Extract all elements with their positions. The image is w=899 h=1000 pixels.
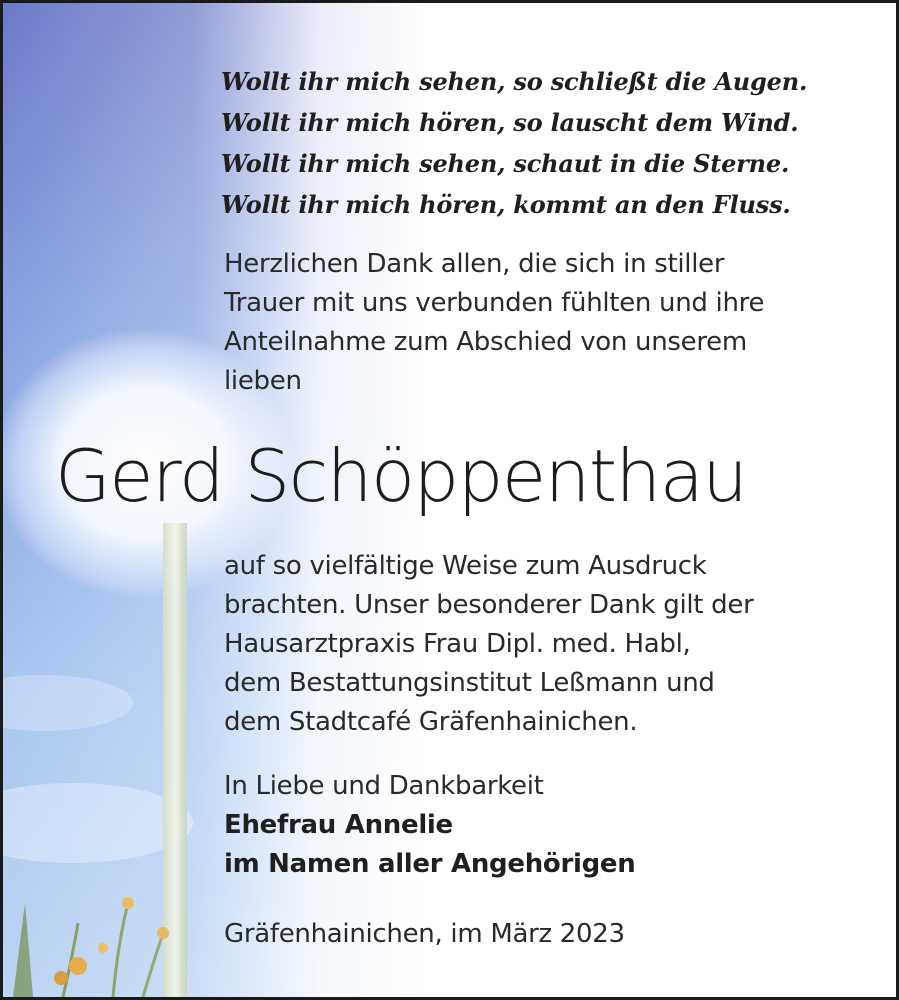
poem-line: Wollt ihr mich sehen, so schließt die Augen. [221, 67, 808, 96]
thanks-text [224, 245, 884, 401]
poem-line: Wollt ihr mich sehen, schaut in die Sterne. [221, 149, 790, 178]
deceased-name: Gerd Schöppenthau [55, 434, 747, 518]
place-date: Gräfenhainichen, im März 2023 [224, 919, 625, 949]
poem-line: Wollt ihr mich hören, kommt an den Fluss. [221, 190, 791, 219]
relatives-line: im Namen aller Angehörigen [224, 849, 636, 879]
obituary-content [3, 3, 896, 997]
thanks-line: lieben [224, 366, 302, 396]
continuation-line: Hausarztpraxis Frau Dipl. med. Habl, [224, 629, 691, 659]
poem [221, 61, 881, 225]
signoff [224, 767, 884, 884]
signoff-intro: In Liebe und Dankbarkeit [224, 771, 544, 801]
continuation-text [224, 547, 884, 742]
continuation-line: brachten. Unser besonderer Dank gilt der [224, 590, 754, 620]
signer-name: Ehefrau Annelie [224, 810, 453, 840]
thanks-line: Herzlichen Dank allen, die sich in stiller [224, 249, 725, 279]
continuation-line: dem Bestattungsinstitut Leßmann und [224, 668, 715, 698]
thanks-line: Anteilnahme zum Abschied von unserem [224, 327, 747, 357]
poem-line: Wollt ihr mich hören, so lauscht dem Wind. [221, 108, 799, 137]
continuation-line: dem Stadtcafé Gräfenhainichen. [224, 707, 638, 737]
continuation-line: auf so vielfältige Weise zum Ausdruck [224, 551, 707, 581]
thanks-line: Trauer mit uns verbunden fühlten und ihre [224, 288, 765, 318]
